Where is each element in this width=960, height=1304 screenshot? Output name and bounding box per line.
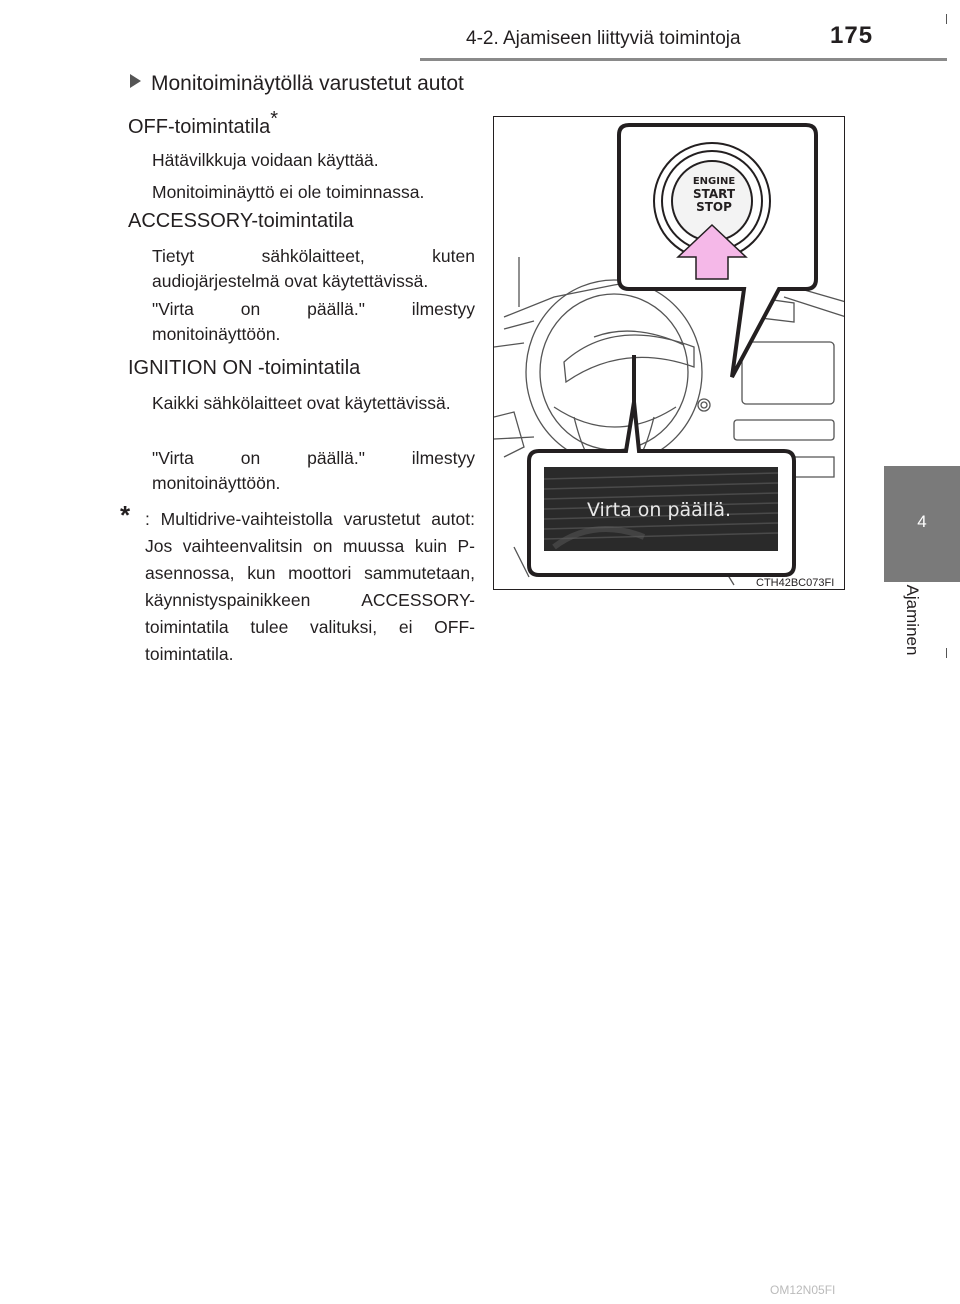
header-rule [420, 58, 947, 61]
button-line2: START [692, 187, 736, 201]
bullet-heading-text: Monitoiminäytöllä varustetut autot [151, 72, 464, 95]
paragraph: Hätävilkkuja voidaan käyttää. [152, 150, 379, 170]
asterisk-mark: * [270, 108, 279, 130]
paragraph: "Virta on päällä." ilmestyy monitoinäyttöön. [152, 448, 475, 493]
button-line3: STOP [696, 200, 732, 214]
footer-watermark: OM12N05FI [770, 1283, 836, 1297]
crop-mark [946, 14, 947, 24]
bullet-heading [130, 72, 464, 96]
triangle-bullet-icon [130, 74, 141, 88]
paragraph: Tietyt sähkölaitteet, kuten audiojärjestelmä ovat käytettävissä. [152, 246, 475, 291]
button-line1: ENGINE [692, 176, 736, 187]
illustration-figure [493, 116, 845, 590]
section-title-accessory: ACCESSORY-toimintatila [128, 210, 354, 232]
chapter-label: Ajaminen [903, 584, 922, 656]
paragraph: Kaikki sähkölaitteet ovat käytettävissä. [152, 393, 451, 413]
footnote-asterisk: * [120, 500, 131, 530]
paragraph: Monitoiminäyttö ei ole toiminnassa. [152, 182, 425, 202]
chapter-tab[interactable] [884, 466, 960, 582]
section-title-ignition: IGNITION ON -toimintatila [128, 357, 361, 379]
footnote-text: : Multidrive-vaihteistolla varustetut autot: Jos vaihteenvalitsin on muussa kuin P-asennossa, kun moottori sammutetaan, käynnistyspainikkeen ACCESSORY-toimintatila tulee valituksi, ei OFF-toimintatila. [145, 509, 475, 664]
paragraph: "Virta on päällä." ilmestyy monitoinäyttöön. [152, 299, 475, 344]
section-title-text: OFF-toimintatila [128, 116, 271, 138]
engine-start-stop-label [664, 175, 764, 214]
display-message: Virta on päällä. [586, 499, 732, 521]
chapter-number: 4 [917, 512, 927, 531]
figure-id: CTH42BC073FI [756, 577, 835, 589]
section-title-off [128, 108, 279, 139]
crop-mark [946, 648, 947, 658]
running-header: 4-2. Ajamiseen liittyviä toimintoja [466, 28, 741, 49]
page-number: 175 [830, 22, 874, 49]
